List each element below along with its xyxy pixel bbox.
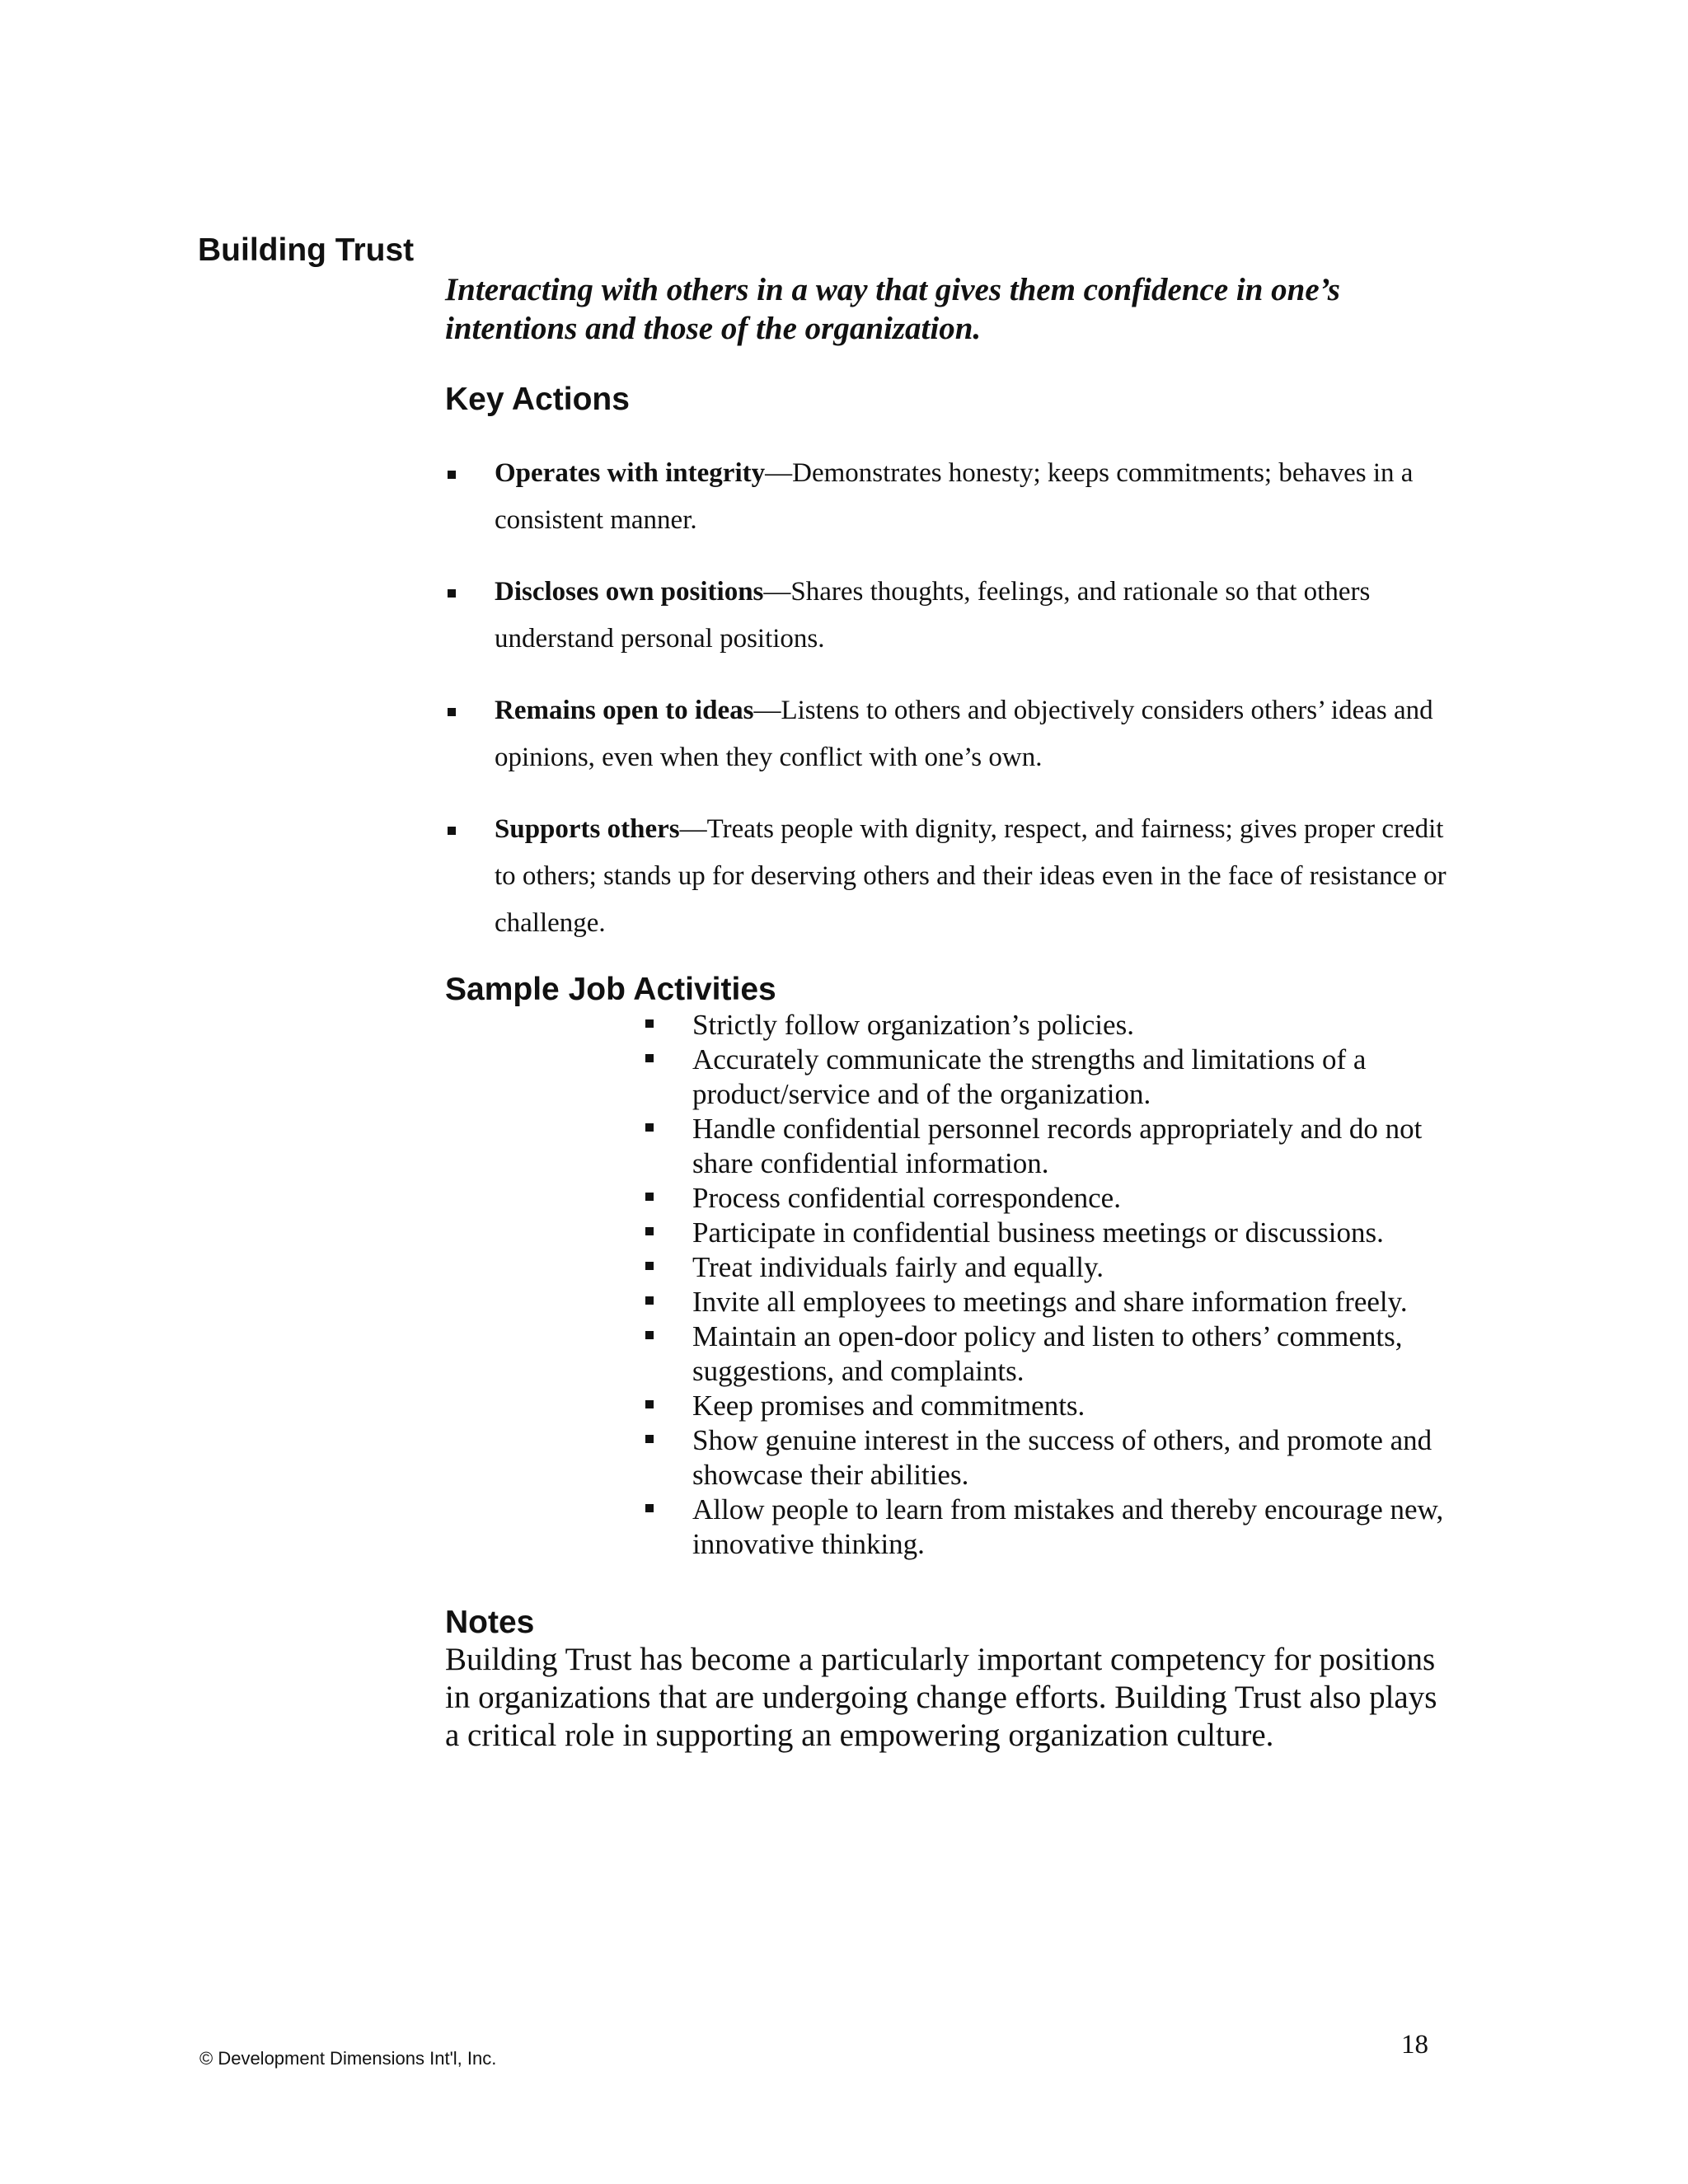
square-bullet-icon xyxy=(448,589,456,598)
competency-definition: Interacting with others in a way that gives them confidence in one’s intentions and those of the organization. xyxy=(445,272,1340,346)
activity-item xyxy=(643,1423,1451,1493)
square-bullet-icon xyxy=(645,1435,654,1443)
activity-item xyxy=(643,1216,1451,1250)
section-title: Building Trust xyxy=(198,232,415,268)
key-actions-list xyxy=(445,450,1451,947)
activity-text: Handle confidential personnel records appropriately and do not share confidential information. xyxy=(692,1113,1423,1179)
key-action-item xyxy=(445,687,1451,781)
notes-text: Building Trust has become a particularly important competency for positions in organizations that are undergoing change efforts. Building Trust also plays a critical role in supporting an empowering organization culture. xyxy=(445,1642,1437,1753)
content-column xyxy=(445,270,1451,1755)
activity-item xyxy=(643,1319,1451,1389)
square-bullet-icon xyxy=(645,1193,654,1201)
activity-text: Keep promises and commitments. xyxy=(692,1390,1085,1422)
square-bullet-icon xyxy=(645,1227,654,1235)
activity-text: Accurately communicate the strengths and limitations of a product/service and of the organization. xyxy=(692,1043,1367,1110)
activity-text: Treat individuals fairly and equally. xyxy=(692,1251,1104,1283)
key-action-item xyxy=(445,806,1451,947)
square-bullet-icon xyxy=(448,471,456,479)
key-action-text: —Treats people with dignity, respect, and fairness; gives proper credit to others; stands up for deserving others and their ideas even in the face of resistance or challenge. xyxy=(495,814,1447,938)
square-bullet-icon xyxy=(645,1019,654,1028)
key-action-text: —Listens to others and objectively considers others’ ideas and opinions, even when they conflict with one’s own. xyxy=(495,696,1433,772)
square-bullet-icon xyxy=(645,1504,654,1512)
activity-text: Allow people to learn from mistakes and thereby encourage new, innovative thinking. xyxy=(692,1493,1444,1560)
notes-heading: Notes xyxy=(445,1605,535,1640)
activity-text: Strictly follow organization’s policies. xyxy=(692,1009,1134,1041)
square-bullet-icon xyxy=(645,1054,654,1062)
sample-activities-heading: Sample Job Activities xyxy=(445,972,776,1007)
activity-item xyxy=(643,1008,1451,1043)
activity-item xyxy=(643,1250,1451,1285)
key-action-text: —Demonstrates honesty; keeps commitments; behaves in a consistent manner. xyxy=(495,458,1414,535)
activity-text: Participate in confidential business meetings or discussions. xyxy=(692,1216,1384,1249)
activity-item xyxy=(643,1285,1451,1319)
sample-activities-list xyxy=(643,1008,1451,1562)
key-actions-heading: Key Actions xyxy=(445,382,630,417)
activity-item xyxy=(643,1112,1451,1181)
activity-text: Process confidential correspondence. xyxy=(692,1182,1121,1214)
square-bullet-icon xyxy=(645,1331,654,1339)
key-action-text: —Shares thoughts, feelings, and rationale so that others understand personal positions. xyxy=(495,577,1371,654)
key-action-title: Remains open to ideas xyxy=(495,696,754,725)
square-bullet-icon xyxy=(645,1296,654,1305)
key-action-title: Discloses own positions xyxy=(495,577,764,607)
activity-text: Show genuine interest in the success of others, and promote and showcase their abilities. xyxy=(692,1424,1432,1491)
square-bullet-icon xyxy=(448,708,456,716)
square-bullet-icon xyxy=(448,827,456,835)
activity-item xyxy=(643,1493,1451,1562)
square-bullet-icon xyxy=(645,1262,654,1270)
square-bullet-icon xyxy=(645,1400,654,1408)
activity-text: Maintain an open-door policy and listen to others’ comments, suggestions, and complaints. xyxy=(692,1320,1403,1387)
key-action-item xyxy=(445,450,1451,544)
key-action-title: Supports others xyxy=(495,814,680,844)
activity-item xyxy=(643,1389,1451,1423)
activity-text: Invite all employees to meetings and share information freely. xyxy=(692,1286,1408,1318)
square-bullet-icon xyxy=(645,1123,654,1132)
page-number: 18 xyxy=(1401,2030,1428,2060)
key-action-item xyxy=(445,569,1451,663)
activity-item xyxy=(643,1043,1451,1112)
key-action-title: Operates with integrity xyxy=(495,458,766,488)
copyright-footer: © Development Dimensions Int'l, Inc. xyxy=(199,2048,497,2069)
activity-item xyxy=(643,1181,1451,1216)
